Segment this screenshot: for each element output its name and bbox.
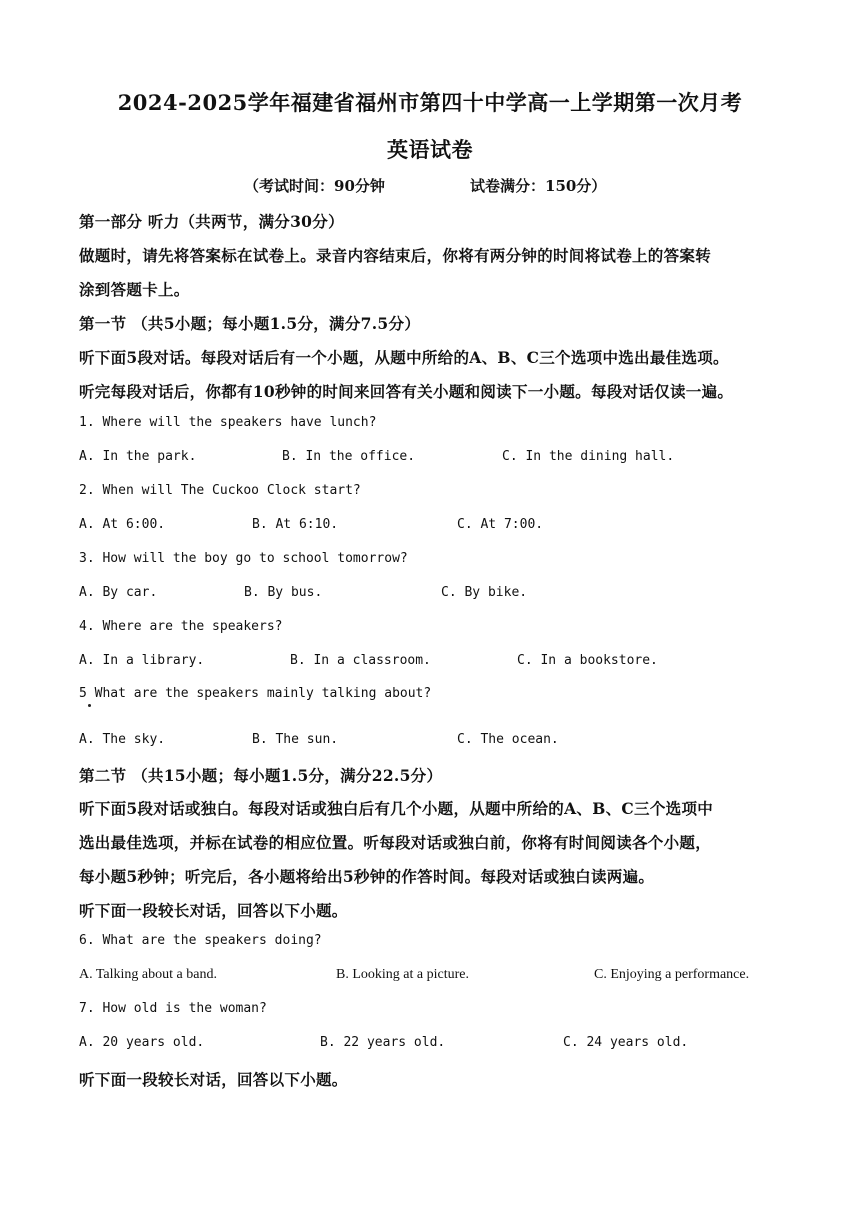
question-2: 2. When will The Cuckoo Clock start? <box>79 483 361 498</box>
option-b: B. At 6:10. <box>252 517 339 532</box>
option-c: C. The ocean. <box>457 732 559 747</box>
question-7: 7. How old is the woman? <box>79 1001 267 1016</box>
exam-time: （考试时间：90分钟 <box>244 177 385 195</box>
option-a: A. In the park. <box>79 449 197 464</box>
long-dialogue-prompt: 听下面一段较长对话，回答以下小题。 <box>79 1070 348 1089</box>
option-b: B. By bus. <box>244 585 323 600</box>
option-c: C. 24 years old. <box>563 1035 689 1050</box>
option-c: C. At 7:00. <box>457 517 544 532</box>
exam-title: 2024-2025学年福建省福州市第四十中学高一上学期第一次月考 <box>117 90 743 115</box>
option-b: B. In the office. <box>282 449 416 464</box>
option-b: B. Looking at a picture. <box>336 967 469 982</box>
option-a: A. By car. <box>79 585 158 600</box>
question-3: 3. How will the boy go to school tomorrow? <box>79 551 408 566</box>
option-a: A. At 6:00. <box>79 517 166 532</box>
long-dialogue-prompt: 听下面一段较长对话，回答以下小题。 <box>79 901 348 920</box>
option-c: C. In the dining hall. <box>502 449 675 464</box>
section2-instruction: 选出最佳选项，并标在试卷的相应位置。听每段对话或独白前，你将有时间阅读各个小题， <box>79 833 712 852</box>
option-c: C. By bike. <box>441 585 528 600</box>
section2-instruction: 每小题5秒钟；听完后，各小题将给出5秒钟的作答时间。每段对话或独白读两遍。 <box>79 867 655 886</box>
part1-instruction: 涂到答题卡上。 <box>79 280 190 299</box>
option-a: A. Talking about a band. <box>79 967 217 982</box>
option-a: A. In a library. <box>79 653 205 668</box>
section1-instruction: 听下面5段对话。每段对话后有一个小题，从题中所给的A、B、C三个选项中选出最佳选项。 <box>79 348 729 367</box>
section1-heading: 第一节 （共5小题；每小题1.5分，满分7.5分） <box>79 314 421 333</box>
question-1: 1. Where will the speakers have lunch? <box>79 415 377 430</box>
option-c: C. Enjoying a performance. <box>594 967 750 982</box>
question-5: 5 What are the speakers mainly talking about? <box>79 686 432 701</box>
section2-heading: 第二节 （共15小题；每小题1.5分，满分22.5分） <box>79 766 443 785</box>
option-b: B. 22 years old. <box>320 1035 446 1050</box>
option-b: B. The sun. <box>252 732 339 747</box>
option-c: C. In a bookstore. <box>517 653 658 668</box>
part1-instruction: 做题时，请先将答案标在试卷上。录音内容结束后，你将有两分钟的时间将试卷上的答案转 <box>79 246 712 265</box>
part1-heading: 第一部分 听力（共两节，满分30分） <box>79 212 344 231</box>
section1-instruction: 听完每段对话后，你都有10秒钟的时间来回答有关小题和阅读下一小题。每段对话仅读一遍。 <box>79 382 734 401</box>
question-4: 4. Where are the speakers? <box>79 619 283 634</box>
option-a: A. The sky. <box>79 732 166 747</box>
option-a: A. 20 years old. <box>79 1035 205 1050</box>
exam-subtitle: 英语试卷 <box>387 137 473 162</box>
stray-dot <box>88 704 91 707</box>
option-b: B. In a classroom. <box>290 653 431 668</box>
question-6: 6. What are the speakers doing? <box>79 933 322 948</box>
full-score: 试卷满分：150分） <box>470 177 607 195</box>
section2-instruction: 听下面5段对话或独白。每段对话或独白后有几个小题，从题中所给的A、B、C三个选项中 <box>79 799 714 818</box>
